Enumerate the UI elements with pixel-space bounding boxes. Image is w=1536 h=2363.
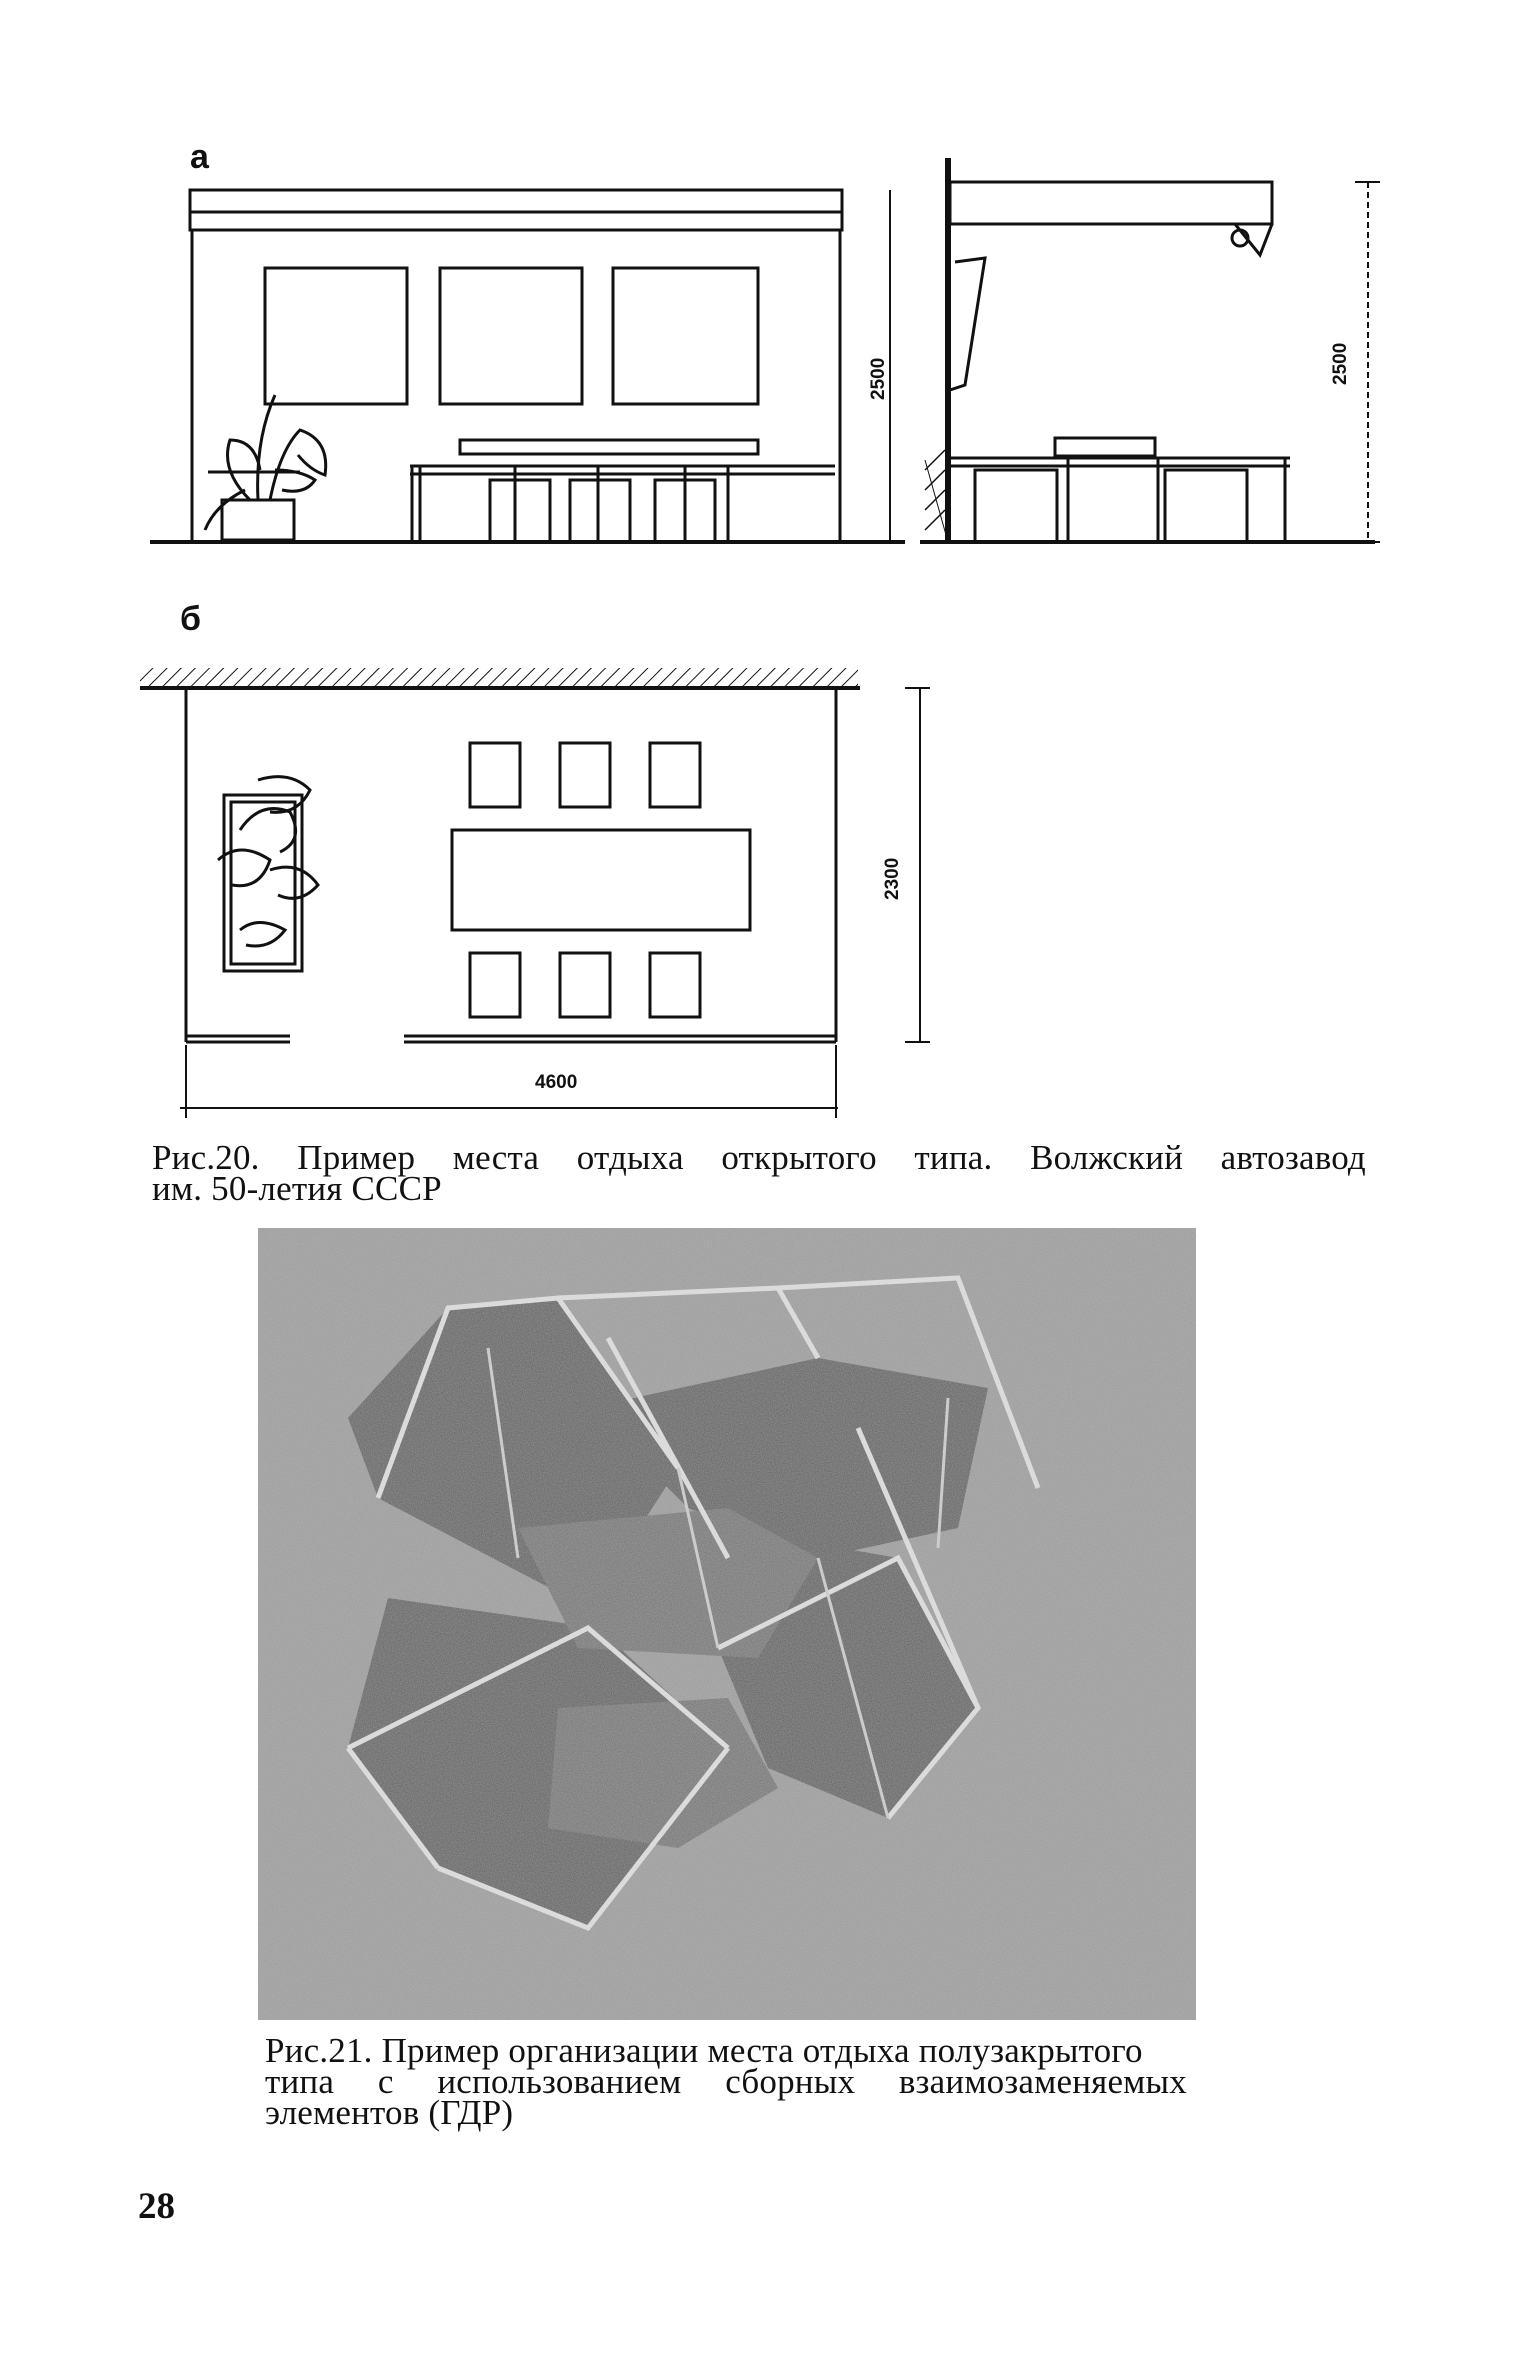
figure-21-caption-line1: Рис.21. Пример организации места отдыха полузакрытого bbox=[265, 2031, 1143, 2070]
dim-plan-width: 4600 bbox=[535, 1072, 578, 1093]
figure-20-caption-line2: им. 50-летия СССР bbox=[152, 1169, 442, 1208]
caption-word: сборных bbox=[725, 2062, 856, 2101]
caption-word: открытого bbox=[721, 1138, 877, 1177]
caption-word: взаимозаменяемых bbox=[898, 2062, 1187, 2101]
caption-word: автозавод bbox=[1220, 1138, 1366, 1177]
caption-word: использованием bbox=[437, 2062, 682, 2101]
figure-20-caption bbox=[152, 1138, 1366, 1208]
figure-21-photo bbox=[258, 1228, 1196, 2020]
caption-word: с bbox=[377, 2062, 394, 2101]
page-number: 28 bbox=[138, 2186, 175, 2227]
caption-word: Пример bbox=[297, 1138, 416, 1177]
caption-word: типа bbox=[265, 2062, 335, 2101]
figure-21-caption bbox=[265, 2031, 1187, 2132]
caption-word: Рис.20. bbox=[152, 1138, 260, 1177]
caption-word: Волжский bbox=[1030, 1138, 1184, 1177]
dim-plan-depth: 2300 bbox=[882, 857, 903, 900]
figure-21-caption-line3: элементов (ГДР) bbox=[265, 2093, 514, 2132]
caption-word: отдыха bbox=[576, 1138, 684, 1177]
caption-word: места bbox=[452, 1138, 540, 1177]
dim-side-elevation-height: 2500 bbox=[1330, 342, 1351, 385]
figure-20b-label: б bbox=[180, 600, 202, 638]
caption-word: типа. bbox=[914, 1138, 993, 1177]
dim-front-elevation-height: 2500 bbox=[868, 357, 889, 400]
figure-20a-label: а bbox=[190, 138, 209, 176]
